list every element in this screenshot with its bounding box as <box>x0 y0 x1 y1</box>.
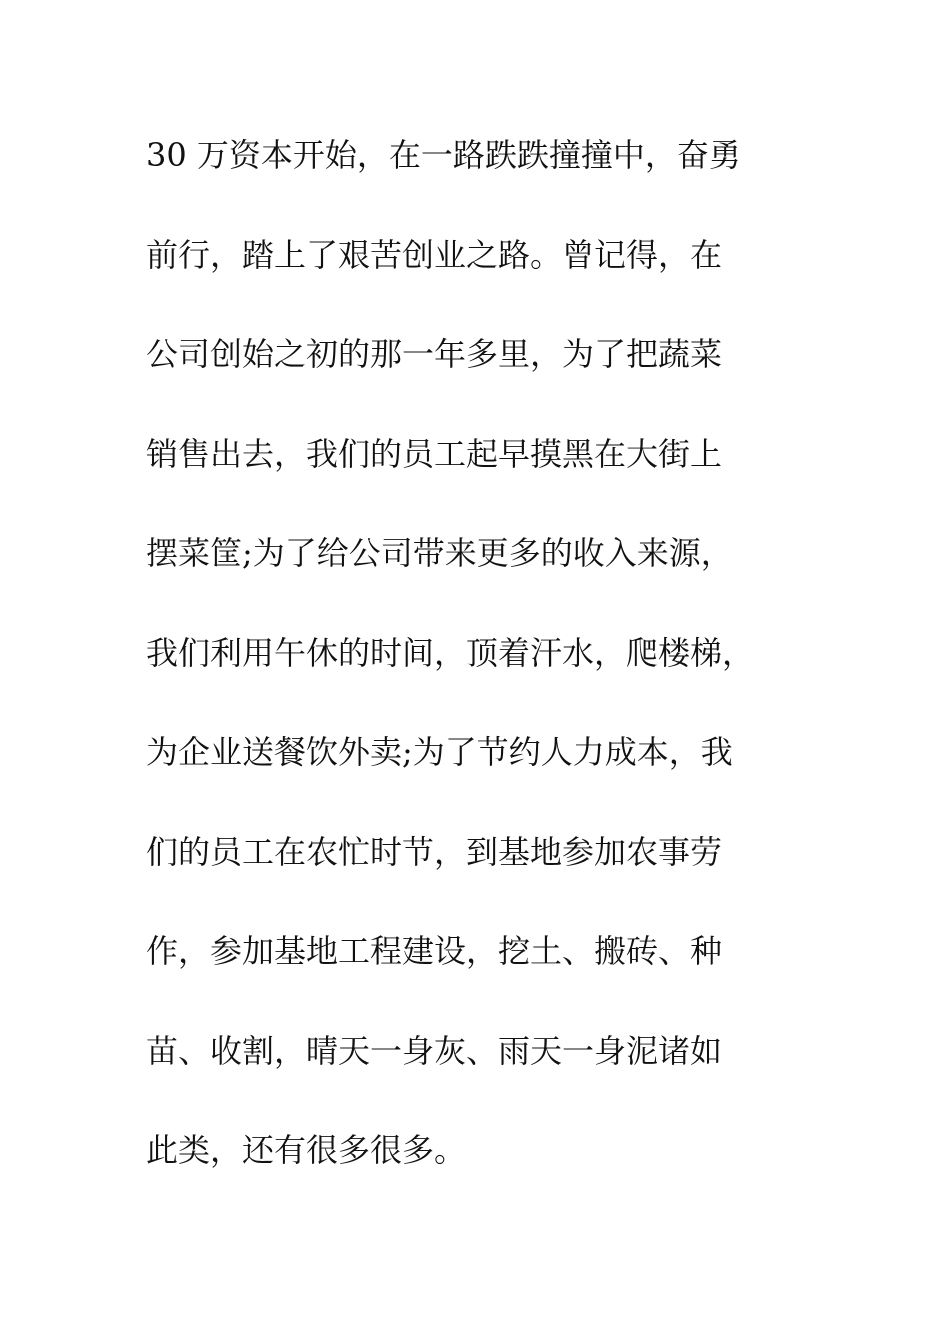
text-line-5: 摆菜筐;为了给公司带来更多的收入来源， <box>146 534 733 572</box>
text-line-6: 我们利用午休的时间，顶着汗水，爬楼梯， <box>146 633 755 672</box>
text-line-8: 们的员工在农忙时节，到基地参加农事劳 <box>146 832 723 871</box>
text-line-11: 此类，还有很多很多。 <box>146 1131 467 1169</box>
text-line-1: 30 万资本开始，在一路跌跌撞撞中，奋勇 <box>146 136 741 174</box>
text-line-4: 销售出去，我们的员工起早摸黑在大街上 <box>146 434 723 473</box>
text-line-7: 为企业送餐饮外卖;为了节约人力成本，我 <box>146 733 733 771</box>
text-line-9: 作，参加基地工程建设，挖土、搬砖、种 <box>146 932 723 970</box>
text-line-3: 公司创始之初的那一年多里，为了把蔬菜 <box>146 335 723 373</box>
text-line-10: 苗、收割，晴天一身灰、雨天一身泥诸如 <box>146 1031 723 1070</box>
body-paragraph <box>146 127 826 1222</box>
text-line-2: 前行，踏上了艰苦创业之路。曾记得，在 <box>146 235 723 274</box>
